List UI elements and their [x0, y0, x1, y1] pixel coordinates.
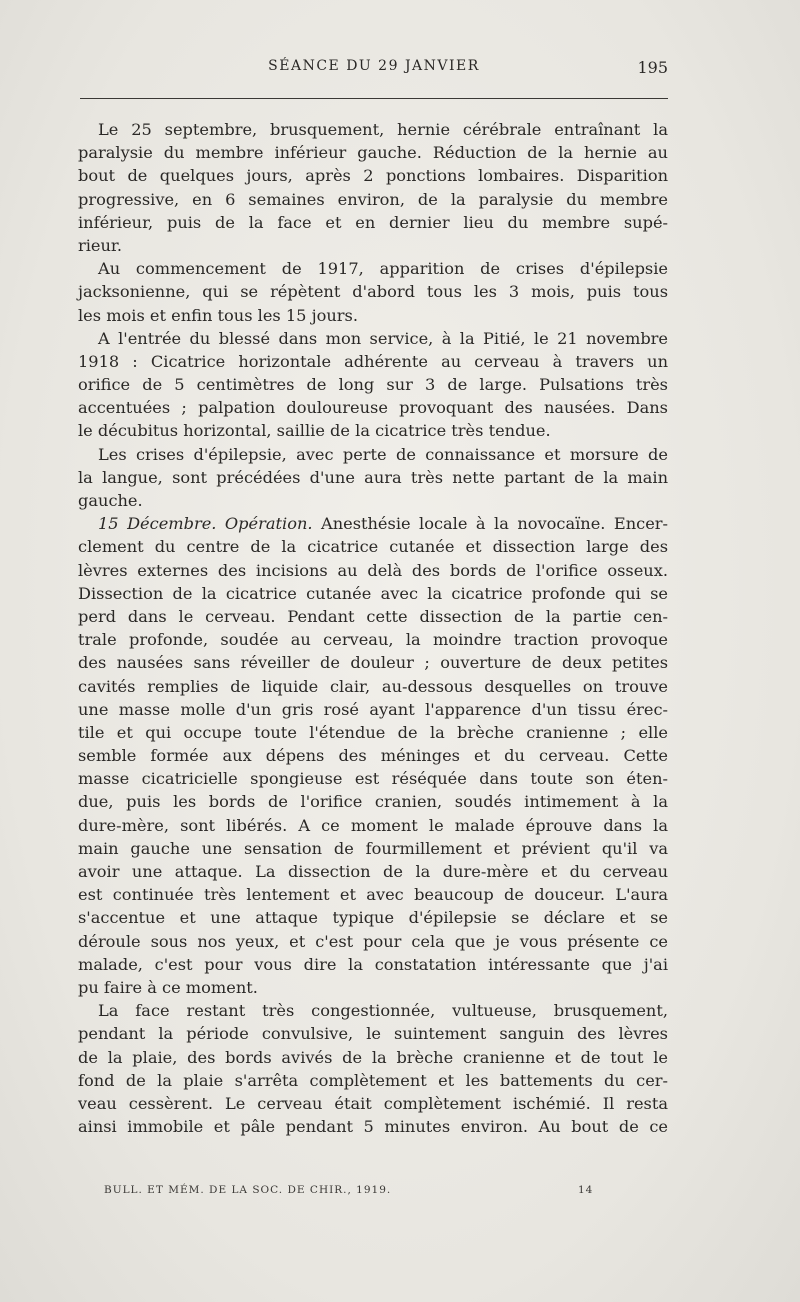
page-number: 195 — [637, 58, 668, 77]
text-line — [78, 512, 668, 535]
text-line: fond de la plaie s'arrêta complètement et les battements du cer- — [78, 1070, 668, 1090]
text-line: main gauche une sensation de fourmillement et prévient qu'il va — [78, 838, 668, 858]
paragraph — [78, 443, 668, 513]
text-line: la langue, sont précédées d'une aura très nette partant de la main — [78, 467, 668, 487]
text-line: gauche. — [78, 491, 143, 510]
text-line: progressive, en 6 semaines environ, de la paralysie du membre — [78, 189, 668, 209]
signature-mark: 14 — [578, 1184, 594, 1196]
text-line: cavités remplies de liquide clair, au-dessous desquelles on trouve — [78, 676, 668, 696]
text-line: clement du centre de la cicatrice cutanée et dissection large des — [78, 537, 668, 557]
text-line: inférieur, puis de la face et en dernier lieu du membre supé- — [78, 212, 668, 232]
text-line: veau cessèrent. Le cerveau était complètement ischémié. Il resta — [78, 1093, 668, 1113]
text-line: ainsi immobile et pâle pendant 5 minutes environ. Au bout de ce — [78, 1117, 668, 1137]
text-line: Le 25 septembre, brusquement, hernie cérébrale entraînant la — [98, 120, 668, 139]
text-line: masse cicatricielle spongieuse est réséquée dans toute son éten- — [78, 769, 668, 789]
paragraph — [78, 257, 668, 327]
text-line: A l'entrée du blessé dans mon service, à la Pitié, le 21 novembre — [98, 328, 668, 348]
page-footer — [104, 1184, 604, 1204]
text-line: Au commencement de 1917, apparition de crises d'épilepsie — [98, 259, 668, 279]
text-line: déroule sous nos yeux, et c'est pour cela que je vous présente ce — [78, 931, 668, 951]
text-line: le décubitus horizontal, saillie de la cicatrice très tendue. — [78, 421, 551, 441]
text-line: les mois et enfin tous les 15 jours. — [78, 305, 359, 325]
text-line: malade, c'est pour vous dire la constatation intéressante que j'ai — [78, 954, 668, 974]
text-line: une masse molle d'un gris rosé ayant l'apparence d'un tissu érec- — [78, 699, 668, 719]
text-line: orifice de 5 centimètres de long sur 3 de large. Pulsations très — [78, 375, 668, 395]
paragraph — [78, 999, 668, 1138]
text-line: bout de quelques jours, après 2 ponctions lombaires. Disparition — [78, 166, 668, 186]
text-line: pu faire à ce moment. — [78, 977, 258, 997]
text-line: accentuées ; palpation douloureuse provoquant des nausées. Dans — [78, 398, 668, 418]
text-line: trale profonde, soudée au cerveau, la moindre traction provoque — [78, 630, 668, 650]
operation-heading: 15 Décembre. Opération. — [98, 514, 313, 534]
body-text — [78, 118, 668, 1138]
header-title: SÉANCE DU 29 JANVIER — [268, 58, 480, 74]
footer-citation: BULL. ET MÉM. DE LA SOC. DE CHIR., 1919. — [104, 1184, 392, 1196]
text-line: s'accentue et une attaque typique d'épilepsie se déclare et se — [78, 908, 668, 928]
text-line: rieur. — [78, 235, 123, 255]
paragraph — [78, 327, 668, 443]
text-line: avoir une attaque. La dissection de la dure-mère et du cerveau — [78, 862, 668, 881]
text-line: de la plaie, des bords avivés de la brèche cranienne et de tout le — [78, 1047, 668, 1067]
text-line: perd dans le cerveau. Pendant cette dissection de la partie cen- — [78, 606, 668, 626]
header-rule — [80, 98, 668, 99]
text-line: dure-mère, sont libérés. A ce moment le malade éprouve dans la — [78, 815, 668, 835]
text-line: Dissection de la cicatrice cutanée avec la cicatrice profonde qui se — [78, 583, 668, 603]
text-line: lèvres externes des incisions au delà des bords de l'orifice osseux. — [78, 560, 668, 580]
text-line: La face restant très congestionnée, vultueuse, brusquement, — [98, 1001, 668, 1021]
text-line: semble formée aux dépens des méninges et du cerveau. Cette — [78, 746, 668, 766]
paragraph — [78, 512, 668, 999]
text-fragment: Anesthésie locale à la novocaïne. Encer- — [312, 514, 669, 534]
text-line: due, puis les bords de l'orifice cranien, soudés intimement à la — [78, 792, 668, 812]
text-line: jacksonienne, qui se répètent d'abord tous les 3 mois, puis tous — [78, 282, 668, 302]
text-line: paralysie du membre inférieur gauche. Réduction de la hernie au — [78, 143, 668, 163]
paragraph — [78, 118, 668, 257]
text-line: pendant la période convulsive, le suintement sanguin des lèvres — [78, 1024, 668, 1044]
running-header — [78, 58, 670, 84]
text-line: est continuée très lentement et avec beaucoup de douceur. L'aura — [78, 885, 668, 905]
text-line: des nausées sans réveiller de douleur ; ouverture de deux petites — [78, 653, 668, 673]
text-line: tile et qui occupe toute l'étendue de la brèche cranienne ; elle — [78, 722, 668, 742]
text-line: 1918 : Cicatrice horizontale adhérente au cerveau à travers un — [78, 351, 668, 371]
text-line: Les crises d'épilepsie, avec perte de connaissance et morsure de — [98, 444, 668, 464]
